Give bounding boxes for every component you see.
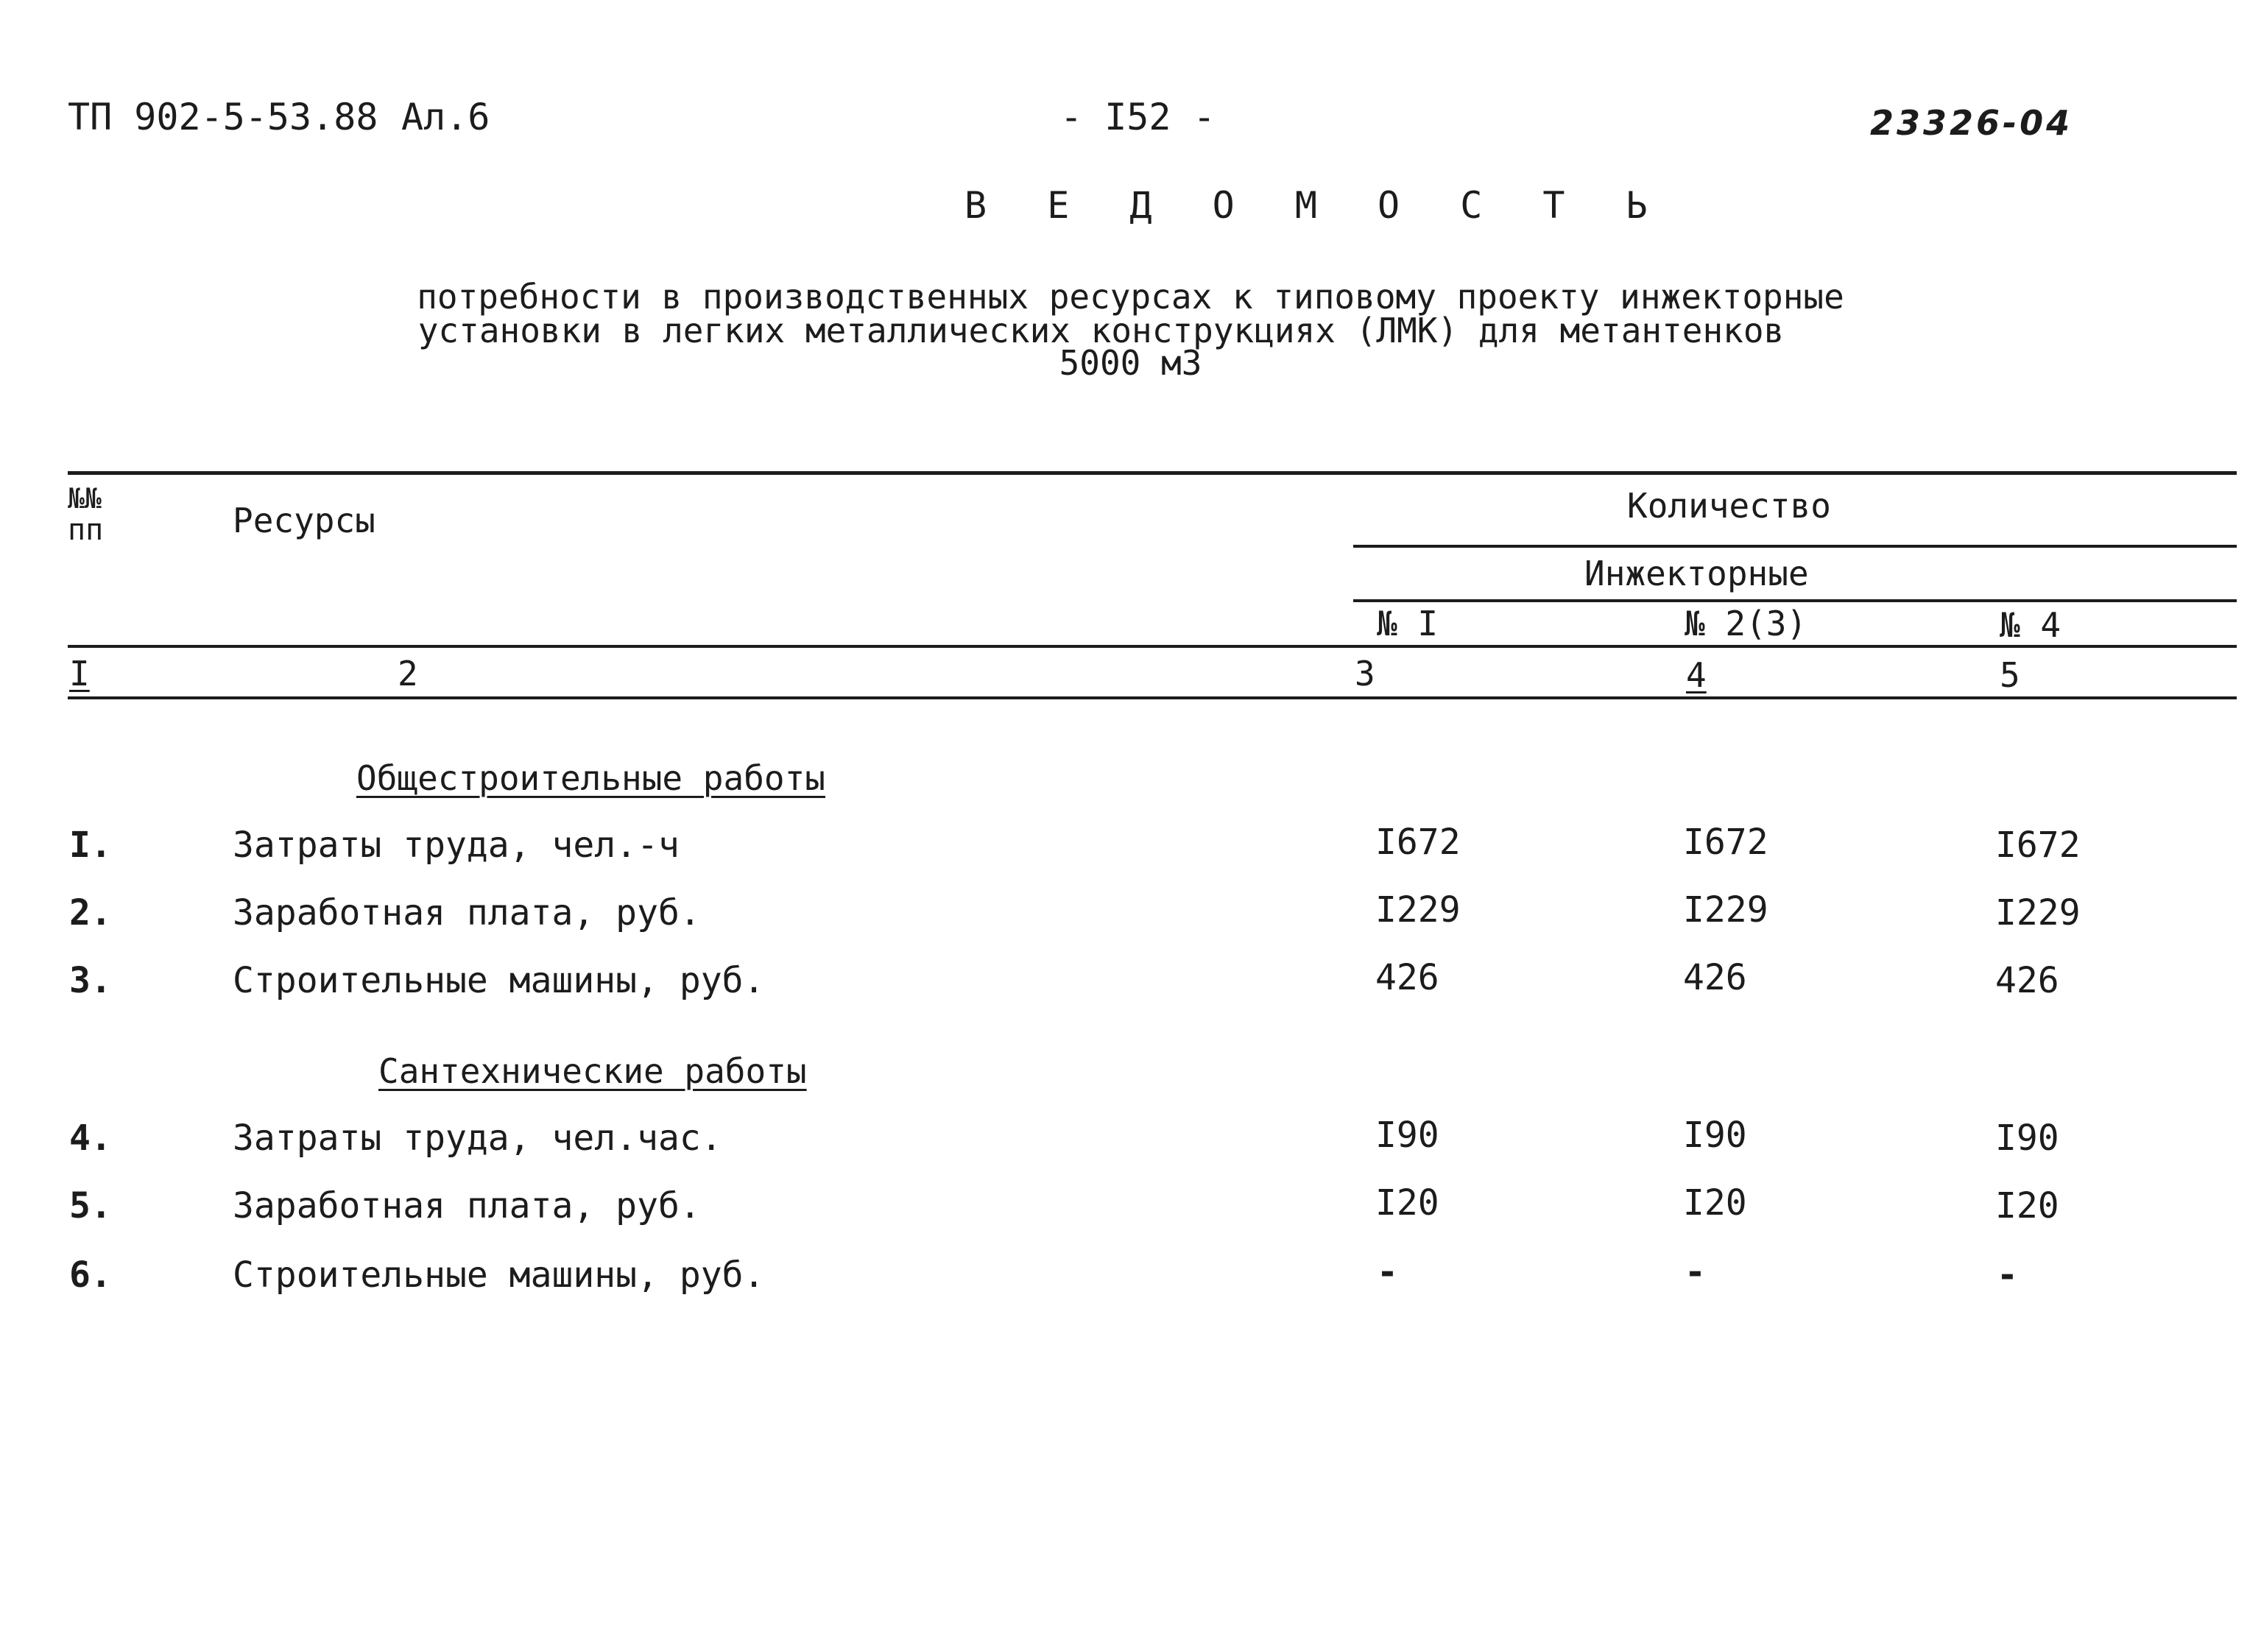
header-num: №№ [68, 482, 102, 515]
header-col-2: № 2(3) [1685, 604, 1807, 643]
row-number: 6. [69, 1254, 112, 1296]
row-value-col2: I90 [1683, 1115, 1747, 1156]
row-resource-name: Заработная плата, руб. [233, 1185, 701, 1226]
row-value-col3: 426 [1995, 960, 2059, 1001]
row-value-col1: I672 [1375, 822, 1461, 863]
row-value-col3: I229 [1995, 892, 2081, 933]
row-value-col2: I672 [1683, 822, 1768, 863]
header-bottom-rule [68, 645, 2237, 648]
subtitle-line-2: установки в легких металлических конструкциях (ЛМК) для метантенков [417, 311, 1785, 350]
row-value-col1: I20 [1375, 1182, 1439, 1224]
row-resource-name: Затраты труда, чел.час. [233, 1118, 722, 1159]
row-value-col3: - [1997, 1254, 2018, 1296]
row-resource-name: Затраты труда, чел.-ч [233, 825, 680, 866]
row-resource-name: Заработная плата, руб. [233, 892, 701, 933]
row-value-col2: - [1685, 1252, 1706, 1293]
row-number: 3. [69, 960, 112, 1001]
header-num-2: пп [68, 513, 104, 547]
col-number-1: I [69, 654, 90, 693]
col-number-2: 2 [398, 654, 418, 693]
section-title-plumbing: Сантехнические работы [378, 1051, 807, 1091]
col-number-3: 3 [1355, 654, 1375, 693]
header-quantity: Количество [1627, 486, 1831, 526]
row-number: 4. [69, 1118, 112, 1159]
row-number: 2. [69, 892, 112, 933]
header-resources: Ресурсы [233, 501, 375, 540]
row-value-col3: I672 [1995, 825, 2081, 866]
row-resource-name: Строительные машины, руб. [233, 1254, 765, 1296]
injectors-rule [1353, 599, 2237, 602]
row-value-col1: 426 [1375, 957, 1439, 998]
archive-stamp: 23326-04 [1870, 103, 2073, 143]
row-value-col2: I229 [1683, 889, 1768, 931]
subtitle-line-1: потребности в производственных ресурсах к типовому проекту инжекторные [417, 277, 1844, 317]
col-number-4: 4 [1686, 655, 1707, 695]
page-number: - I52 - [1060, 96, 1216, 138]
header-col-3: № 4 [2000, 605, 2061, 645]
table-top-rule [68, 471, 2237, 475]
header-injectors: Инжекторные [1584, 554, 1809, 593]
subtitle-line-3: 5000 м3 [1059, 343, 1202, 383]
quantity-rule [1353, 545, 2237, 548]
document-title: В Е Д О М О С Т Ь [964, 184, 1667, 227]
col-number-5: 5 [2000, 655, 2020, 695]
section-title-general: Общестроительные работы [356, 758, 825, 798]
row-number: 5. [69, 1185, 112, 1226]
album-number: Ал.6 [401, 96, 490, 138]
row-value-col2: I20 [1683, 1182, 1747, 1224]
col-numbers-rule [68, 696, 2237, 699]
row-value-col1: I90 [1375, 1115, 1439, 1156]
row-value-col1: I229 [1375, 889, 1461, 931]
row-resource-name: Строительные машины, руб. [233, 960, 765, 1001]
row-value-col3: I90 [1995, 1118, 2059, 1159]
row-value-col3: I20 [1995, 1185, 2059, 1226]
row-value-col1: - [1377, 1252, 1398, 1293]
row-value-col2: 426 [1683, 957, 1747, 998]
doc-code: ТП 902-5-53.88 [68, 96, 378, 138]
row-number: I. [69, 825, 112, 866]
header-col-1: № I [1377, 604, 1439, 643]
